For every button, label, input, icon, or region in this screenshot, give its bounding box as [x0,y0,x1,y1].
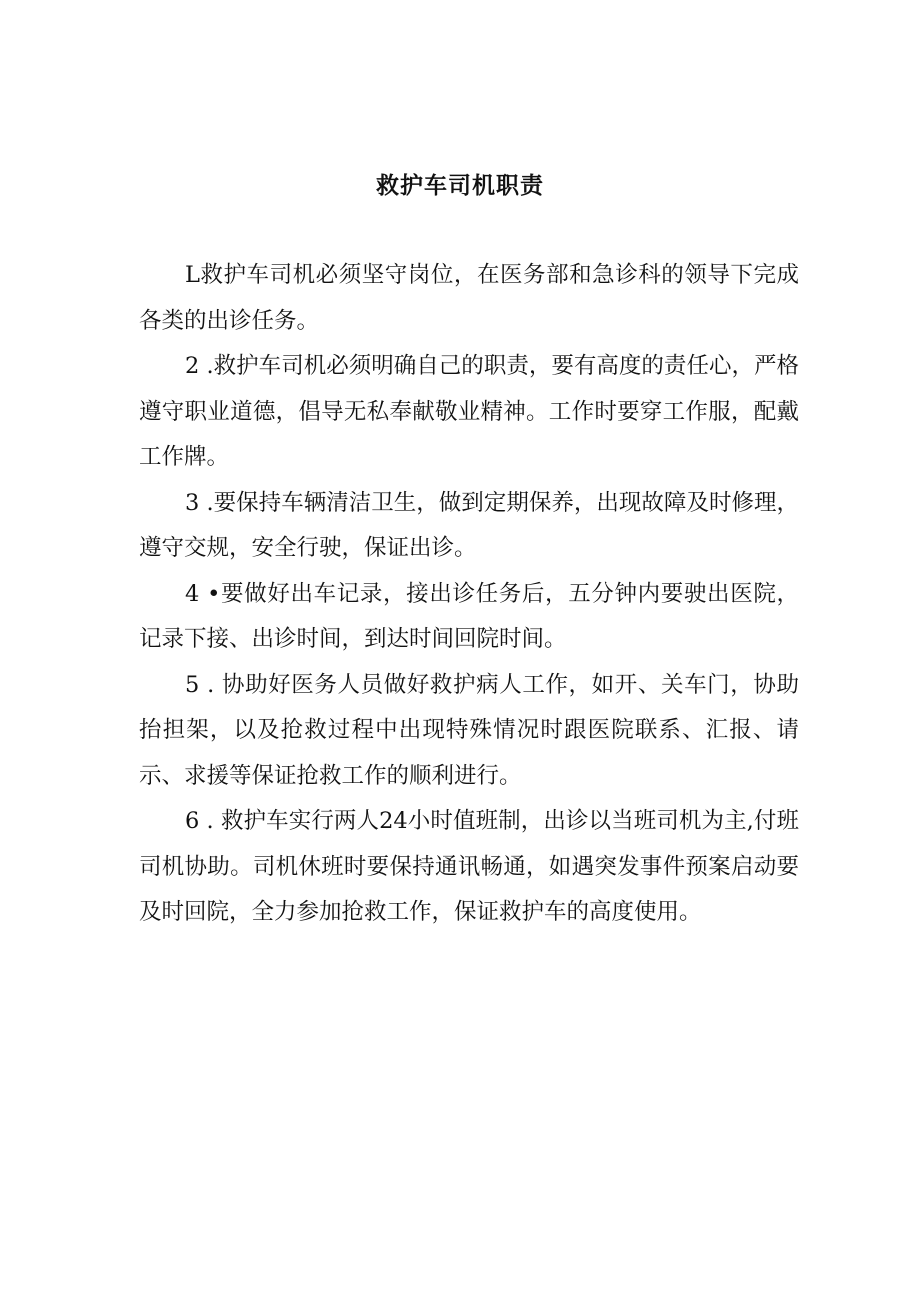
duty-item-2: 2 .救护车司机必须明确自己的职责，要有高度的责任心，严格遵守职业道德，倡导无私奉献敬业精神。工作时要穿工作服，配戴工作牌。 [139,353,799,470]
document-title: 救护车司机职责 [376,173,544,199]
duty-item-4: 4 •要做好出车记录，接出诊任务后，五分钟内要驶出医院，记录下接、出诊时间，到达时间回院时间。 [139,580,799,652]
duty-item-5: 5 . 协助好医务人员做好救护病人工作，如开、关车门，协助抬担架，以及抢救过程中出现特殊情况时跟医院联系、汇报、请示、求援等保证抢救工作的顺利进行。 [139,671,799,789]
document-body [139,253,799,936]
duty-item-6: 6 . 救护车实行两人24小时值班制，出诊以当班司机为主,付班司机协助。司机休班时要保持通讯畅通，如遇突发事件预案启动要及时回院，全力参加抢救工作，保证救护车的高度使用。 [139,808,799,925]
duty-item-1: L救护车司机必须坚守岗位，在医务部和急诊科的领导下完成各类的出诊任务。 [139,262,799,334]
duty-item-3: 3 .要保持车辆清洁卫生，做到定期保养，出现故障及时修理，遵守交规，安全行驶，保证出诊。 [139,489,799,561]
